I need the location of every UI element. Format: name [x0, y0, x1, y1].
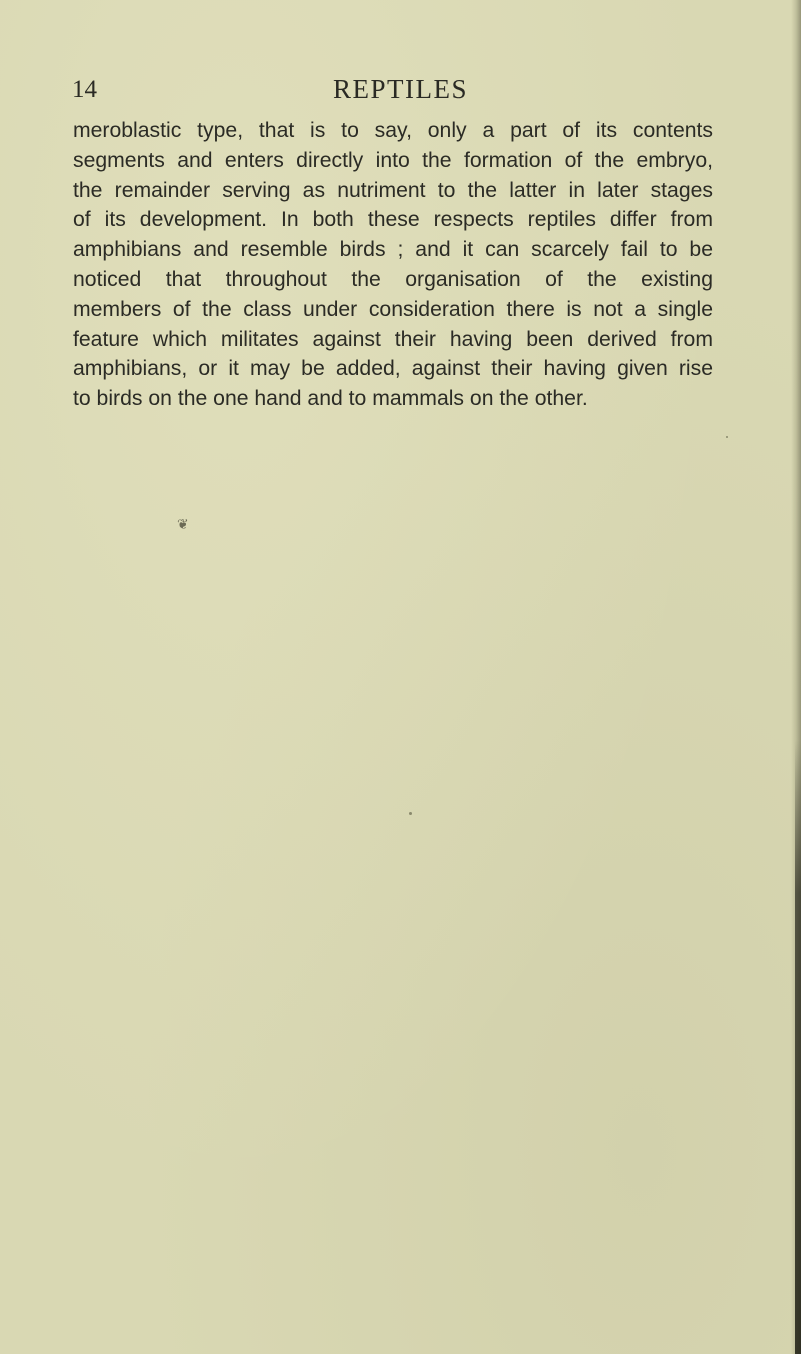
text-line: amphibians, or it may be added, against their having given rise: [73, 357, 713, 381]
page-number: 14: [72, 76, 97, 103]
running-title: REPTILES: [332, 74, 468, 104]
text-line: segments and enters directly into the formation of the embryo,: [73, 148, 713, 172]
page-edge-binding: [795, 740, 801, 1354]
paper-speck: [726, 436, 728, 438]
text-line: feature which militates against their having been derived from: [73, 327, 713, 351]
text-line: amphibians and resemble birds ; and it can scarcely fail to be: [73, 238, 713, 262]
text-line: noticed that throughout the organisation of the existing: [73, 267, 713, 291]
text-line: the remainder serving as nutriment to the latter in later stages: [73, 178, 713, 202]
body-paragraph: [73, 116, 713, 414]
text-line: meroblastic type, that is to say, only a part of its contents: [73, 119, 713, 142]
text-line: of its development. In both these respects reptiles differ from: [73, 208, 713, 232]
text-line: members of the class under consideration there is not a single: [73, 297, 713, 321]
printer-mark-icon: ❦: [177, 516, 189, 532]
paper-speck: [409, 812, 412, 815]
text-line: to birds on the one hand and to mammals on the other.: [73, 387, 588, 411]
